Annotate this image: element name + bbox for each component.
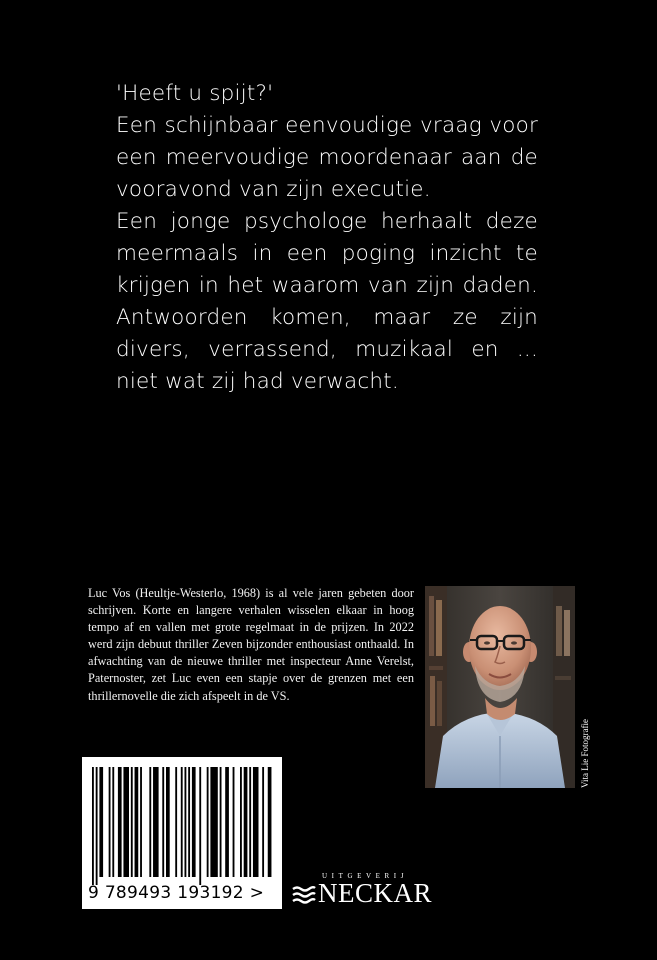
blurb-question: 'Heeft u spijt?' [116,81,274,106]
isbn-barcode [82,757,282,909]
blurb-paragraph-1: Een schijnbaar eenvoudige vraag voor een meervoudige moordenaar aan de vooravond van zijn executie. [116,113,538,202]
blurb-paragraph-2: Een jonge psychologe herhaalt deze meermaals in een poging inzicht te krijgen in het waarom van zijn daden. Antwoorden komen, maar ze zijn divers, verrassend, muzikaal en ... niet wat zij had verwacht. [116,209,538,394]
publisher-name: NECKAR [318,878,433,908]
publisher-prefix: UITGEVERIJ [322,872,409,880]
isbn-number: 9 789493 193192 > [88,883,265,903]
author-bio: Luc Vos (Heultje-Westerlo, 1968) is al vele jaren gebeten door schrijven. Korte en langere verhalen wisselen elkaar in hoog tempo af en vallen met grote regelmaat in de prijzen. In 2022 werd zijn debuut thriller Zeven bijzonder enthousiast onthaald. In afwachting van de nieuwe thriller met inspecteur Anne Verelst, Paternoster, zet Luc even een stapje over de grenzen met een thrillernovelle die zich afspeelt in de VS. [88,586,414,703]
publisher-logo [292,872,452,912]
waves-logo-icon [292,885,316,907]
blurb-text [116,78,538,398]
barcode-bars [90,767,274,885]
author-photo [425,586,575,788]
photo-credit: Vita Lie Fotografie [580,719,590,788]
